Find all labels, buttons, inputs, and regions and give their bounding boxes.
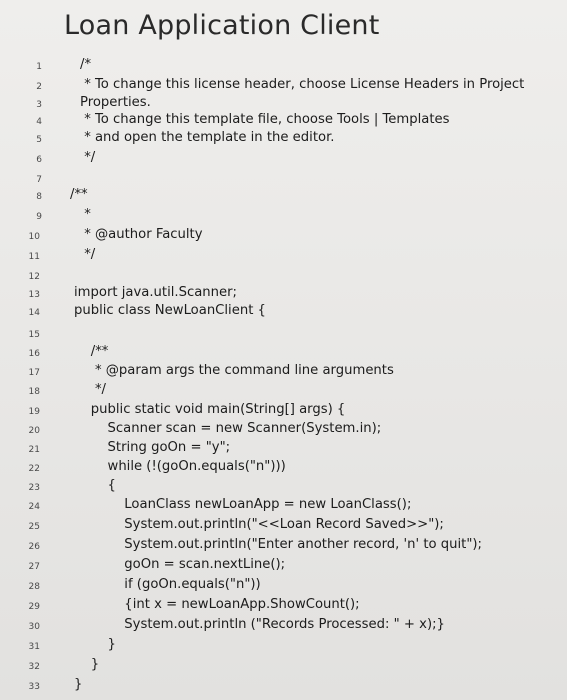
line-number: 33 [28, 682, 40, 692]
code-text: * @author Faculty [80, 227, 203, 242]
code-line [0, 497, 560, 517]
line-number: 5 [36, 135, 42, 145]
line-number: 9 [36, 212, 42, 222]
line-number: 8 [36, 192, 42, 202]
code-line [0, 677, 560, 697]
line-number: 4 [36, 117, 42, 127]
line-number: 6 [36, 155, 42, 165]
code-line [0, 402, 560, 422]
code-text: } [74, 637, 116, 652]
line-number: 29 [28, 602, 40, 612]
code-text: /** [70, 187, 88, 202]
line-number: 7 [36, 175, 42, 185]
code-line [0, 303, 560, 323]
line-number: 30 [28, 622, 40, 632]
code-line [0, 363, 560, 383]
code-line [0, 207, 560, 227]
line-number: 28 [28, 582, 40, 592]
line-number: 14 [28, 308, 40, 318]
line-number: 31 [28, 642, 40, 652]
line-number: 32 [28, 662, 40, 672]
line-number: 18 [28, 387, 40, 397]
line-number: 10 [28, 232, 40, 242]
line-number: 19 [28, 407, 40, 417]
line-number: 25 [28, 522, 40, 532]
line-number: 15 [28, 330, 40, 340]
code-text: } [74, 657, 100, 672]
code-text: {int x = newLoanApp.ShowCount(); [74, 597, 360, 612]
line-number: 23 [28, 483, 40, 493]
line-number: 2 [36, 82, 42, 92]
line-number: 26 [28, 542, 40, 552]
code-line [0, 130, 560, 150]
code-line [0, 285, 560, 305]
code-text: public class NewLoanClient { [74, 303, 266, 318]
code-line [0, 657, 560, 677]
code-line [0, 344, 560, 364]
code-line [0, 325, 560, 345]
code-text: /* [80, 57, 92, 72]
code-text: { [74, 478, 116, 493]
code-text: if (goOn.equals("n")) [74, 577, 261, 592]
code-text: */ [80, 150, 96, 165]
code-line [0, 382, 560, 402]
code-text: while (!(goOn.equals("n"))) [74, 459, 286, 474]
code-text: public static void main(String[] args) { [74, 402, 346, 417]
code-line [0, 617, 560, 637]
line-number: 1 [36, 62, 42, 72]
code-text: goOn = scan.nextLine(); [74, 557, 286, 572]
code-line [0, 478, 560, 498]
code-line [0, 597, 560, 617]
code-text: * [80, 207, 91, 222]
code-line [0, 77, 560, 97]
code-text: * and open the template in the editor. [80, 130, 335, 145]
code-line [0, 267, 560, 287]
code-line [0, 227, 560, 247]
code-text: String goOn = "y"; [74, 440, 231, 455]
line-number: 21 [28, 445, 40, 455]
code-line [0, 247, 560, 267]
code-line [0, 57, 560, 77]
code-line [0, 557, 560, 577]
code-text: */ [74, 382, 106, 397]
code-line [0, 459, 560, 479]
code-line [0, 150, 560, 170]
line-number: 27 [28, 562, 40, 572]
code-line [0, 187, 560, 207]
line-number: 22 [28, 464, 40, 474]
line-number: 11 [28, 252, 40, 262]
code-line [0, 440, 560, 460]
line-number: 13 [28, 290, 40, 300]
code-text: * To change this license header, choose License Headers in Project [80, 77, 525, 92]
code-text: * To change this template file, choose Tools | Templates [80, 112, 450, 127]
code-text: System.out.println("Enter another record, 'n' to quit"); [74, 537, 482, 552]
code-line [0, 537, 560, 557]
code-text: System.out.println("<<Loan Record Saved>>"); [74, 517, 444, 532]
code-text: import java.util.Scanner; [74, 285, 238, 300]
code-line [0, 421, 560, 441]
line-number: 16 [28, 349, 40, 359]
code-text: System.out.println ("Records Processed: " + x);} [74, 617, 445, 632]
code-line [0, 112, 560, 132]
code-text: Scanner scan = new Scanner(System.in); [74, 421, 382, 436]
line-number: 20 [28, 426, 40, 436]
code-line [0, 577, 560, 597]
code-text: } [74, 677, 83, 692]
code-text: Properties. [80, 95, 151, 110]
page-title: Loan Application Client [64, 10, 380, 41]
code-line [0, 637, 560, 657]
line-number: 24 [28, 502, 40, 512]
code-text: /** [74, 344, 109, 359]
code-text: LoanClass newLoanApp = new LoanClass(); [74, 497, 412, 512]
code-text: */ [80, 247, 96, 262]
line-number: 3 [36, 100, 42, 110]
line-number: 12 [28, 272, 40, 282]
code-text: * @param args the command line arguments [74, 363, 394, 378]
line-number: 17 [28, 368, 40, 378]
code-line [0, 517, 560, 537]
